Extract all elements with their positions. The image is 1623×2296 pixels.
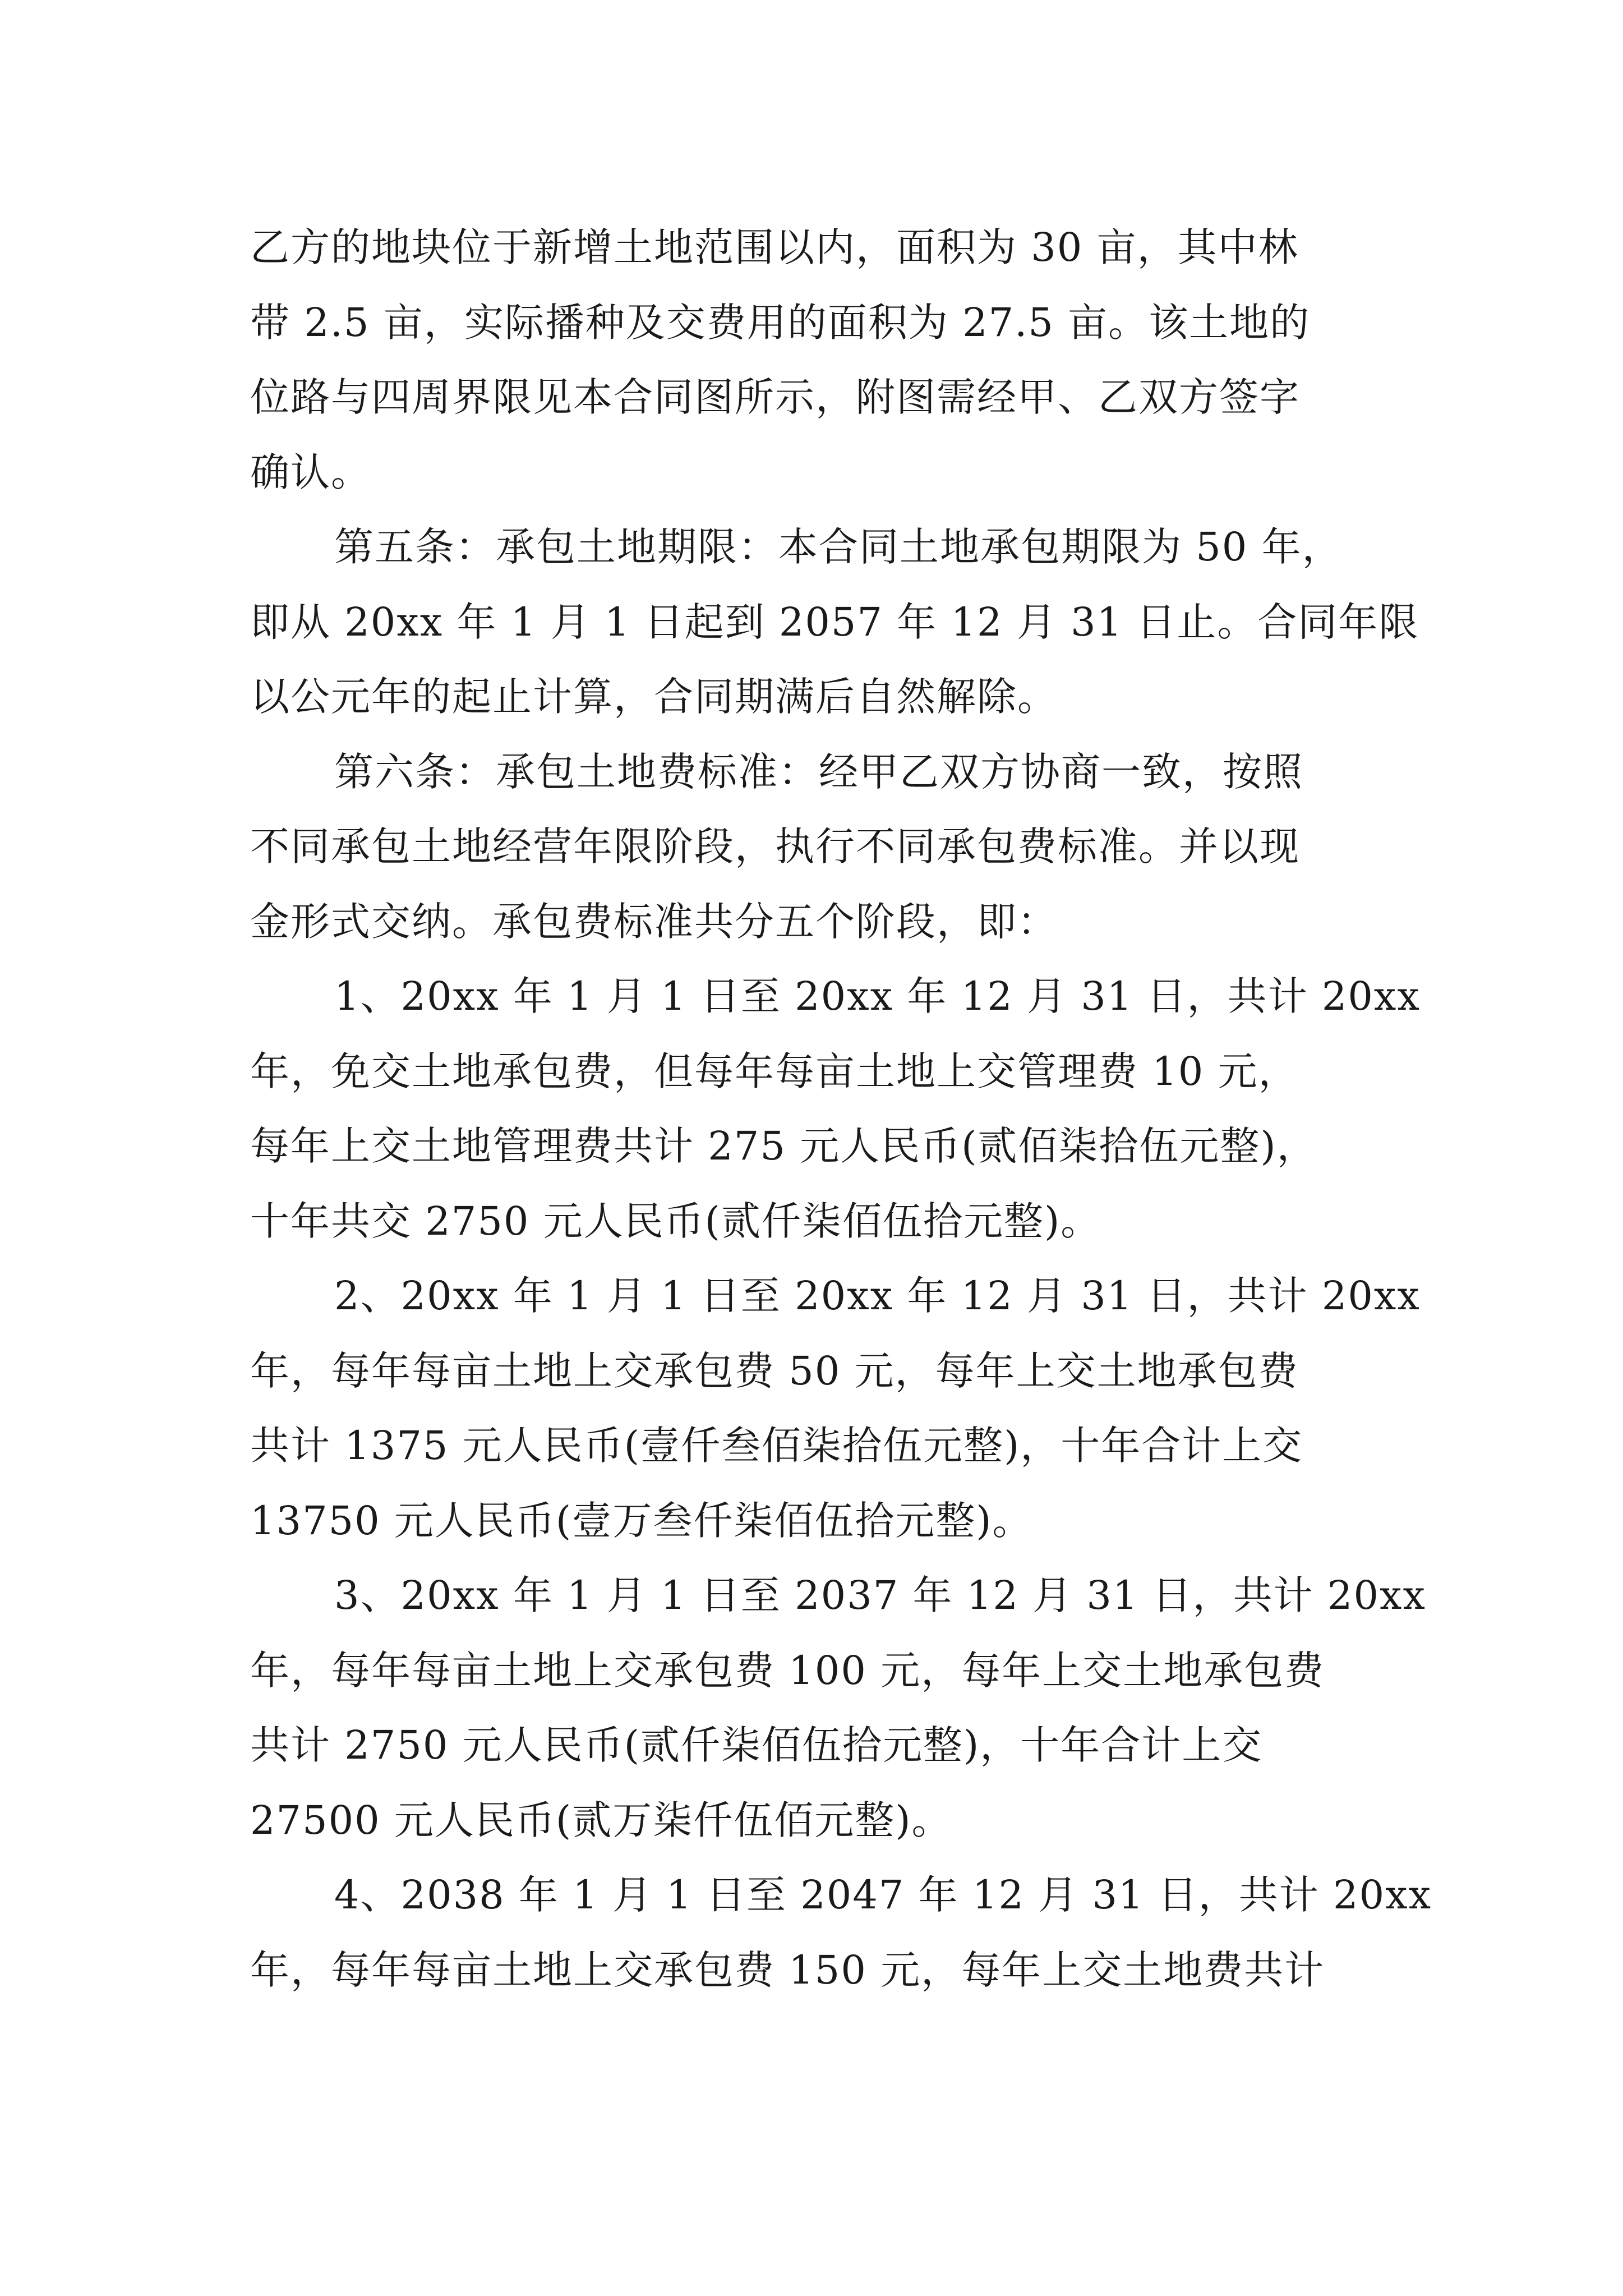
- paragraph-article-6: [250, 735, 1383, 960]
- paragraph-stage-1: [250, 959, 1421, 1259]
- text-line: 2、20xx 年 1 月 1 日至 20xx 年 12 月 31 日，共计 20xx: [334, 1273, 1421, 1319]
- paragraph-land-plot: [250, 210, 1383, 510]
- text-line: 27500 元人民币(贰万柒仟伍佰元整)。: [250, 1797, 952, 1843]
- document-body: [250, 210, 1432, 2008]
- text-line: 带 2.5 亩，实际播种及交费用的面积为 27.5 亩。该土地的: [250, 299, 1311, 346]
- text-line: 即从 20xx 年 1 月 1 日起到 2057 年 12 月 31 日止。合同年限: [250, 599, 1419, 645]
- text-line: 金形式交纳。承包费标准共分五个阶段，即：: [250, 898, 1058, 945]
- text-line: 以公元年的起止计算，合同期满后自然解除。: [250, 674, 1058, 720]
- paragraph-stage-2: [250, 1259, 1421, 1558]
- text-line: 第六条：承包土地费标准：经甲乙双方协商一致，按照: [334, 748, 1303, 795]
- text-line: 年，每年每亩土地上交承包费 150 元，每年上交土地费共计: [250, 1947, 1325, 1993]
- text-line: 位路与四周界限见本合同图所示，附图需经甲、乙双方签字: [250, 374, 1300, 420]
- text-line: 每年上交土地管理费共计 275 元人民币(贰佰柒拾伍元整)，: [250, 1123, 1317, 1169]
- text-line: 3、20xx 年 1 月 1 日至 2037 年 12 月 31 日，共计 20xx: [334, 1572, 1426, 1618]
- text-line: 第五条：承包土地期限：本合同土地承包期限为 50 年，: [334, 524, 1343, 570]
- text-line: 4、2038 年 1 月 1 日至 2047 年 12 月 31 日，共计 20xx: [334, 1872, 1432, 1918]
- text-line: 1、20xx 年 1 月 1 日至 20xx 年 12 月 31 日，共计 20xx: [334, 973, 1421, 1019]
- text-line: 乙方的地块位于新增土地范围以内，面积为 30 亩，其中林: [250, 224, 1299, 270]
- text-line: 共计 2750 元人民币(贰仟柒佰伍拾元整)，十年合计上交: [250, 1722, 1263, 1768]
- text-line: 年，每年每亩土地上交承包费 50 元，每年上交土地承包费: [250, 1347, 1299, 1394]
- text-line: 不同承包土地经营年限阶段，执行不同承包费标准。并以现: [250, 823, 1300, 869]
- text-line: 十年共交 2750 元人民币(贰仟柒佰伍拾元整)。: [250, 1198, 1101, 1244]
- text-line: 年，免交土地承包费，但每年每亩土地上交管理费 10 元，: [250, 1048, 1299, 1094]
- text-line: 年，每年每亩土地上交承包费 100 元，每年上交土地承包费: [250, 1647, 1325, 1694]
- paragraph-stage-4: [250, 1858, 1432, 2008]
- paragraph-article-5: [250, 510, 1419, 735]
- paragraph-stage-3: [250, 1558, 1426, 1858]
- text-line: 共计 1375 元人民币(壹仟叁佰柒拾伍元整)，十年合计上交: [250, 1423, 1303, 1469]
- text-line: 确认。: [250, 449, 371, 495]
- text-line: 13750 元人民币(壹万叁仟柒佰伍拾元整)。: [250, 1497, 1033, 1544]
